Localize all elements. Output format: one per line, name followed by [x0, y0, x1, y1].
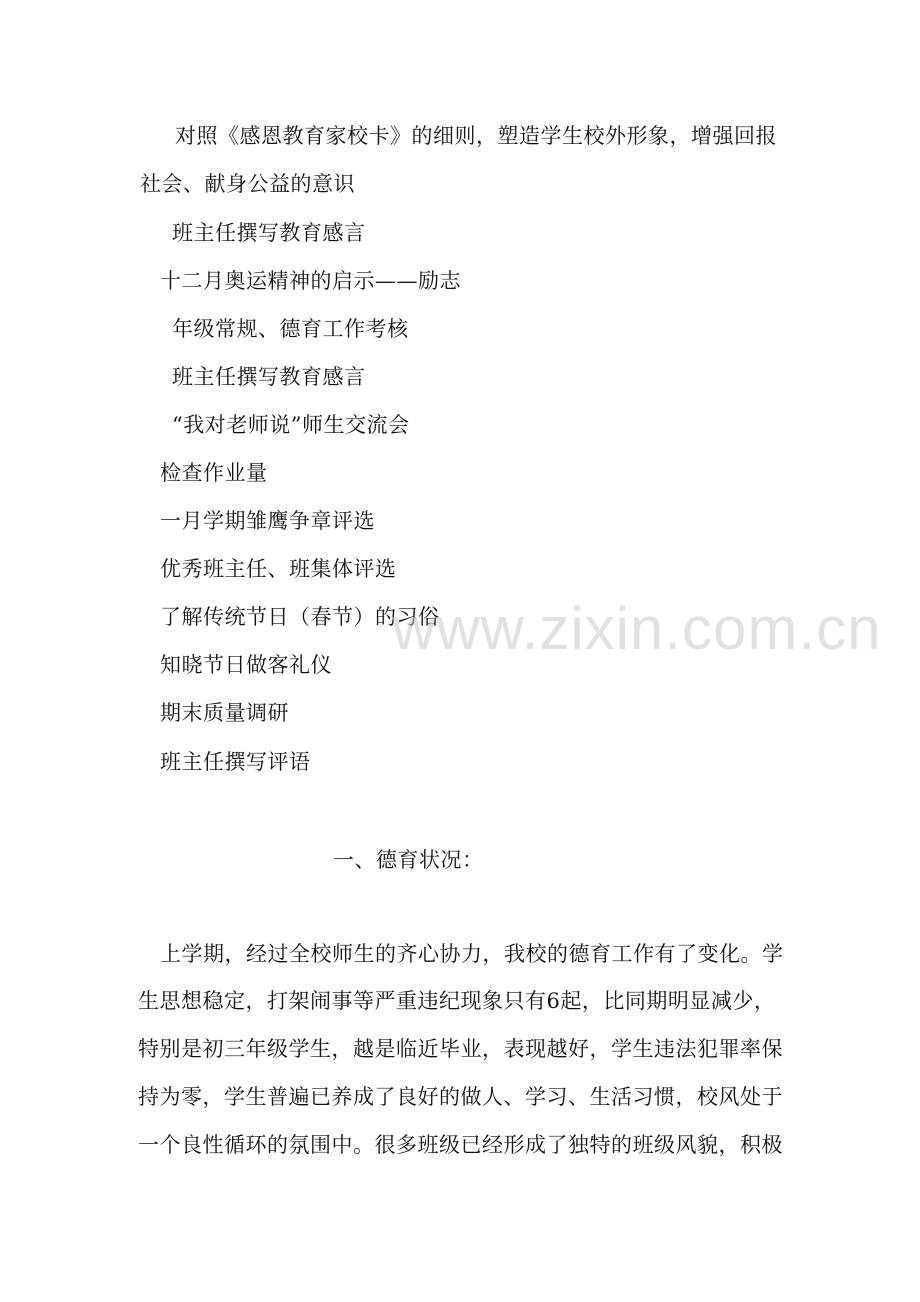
list-item: 检查作业量	[160, 461, 268, 485]
section-heading: 一、德育状况：	[333, 848, 484, 872]
list-item: 班主任撰写评语	[160, 750, 311, 774]
paragraph-line: 特别是初三年级学生，越是临近毕业，表现越好，学生违法犯罪率保	[138, 1037, 783, 1061]
list-item: 了解传统节日（春节）的习俗	[160, 605, 440, 629]
list-item: 年级常规、德育工作考核	[172, 317, 409, 341]
paragraph-line: 持为零，学生普遍已养成了良好的做人、学习、生活习惯，校风处于	[138, 1085, 783, 1109]
list-item: 十二月奥运精神的启示——励志	[160, 269, 461, 293]
paragraph-line: 上学期，经过全校师生的齐心协力，我校的德育工作有了变化。学	[160, 942, 784, 966]
intro-line-2: 社会、献身公益的意识	[140, 172, 355, 196]
list-item: 一月学期雏鹰争章评选	[160, 509, 375, 533]
watermark: www.zixin.com.cn	[392, 595, 882, 662]
list-item: 班主任撰写教育感言	[172, 365, 366, 389]
list-item: “我对老师说”师生交流会	[172, 413, 410, 437]
paragraph-line: 一个良性循环的氛围中。很多班级已经形成了独特的班级风貌，积极	[138, 1133, 783, 1157]
paragraph-line: 生思想稳定，打架闹事等严重违纪现象只有6起，比同期明显减少，	[138, 989, 776, 1013]
list-item: 期末质量调研	[160, 701, 289, 725]
list-item: 优秀班主任、班集体评选	[160, 557, 397, 581]
intro-line-1: 对照《感恩教育家校卡》的细则，塑造学生校外形象，增强回报	[175, 124, 777, 148]
list-item: 知晓节日做客礼仪	[160, 653, 332, 677]
list-item: 班主任撰写教育感言	[172, 221, 366, 245]
